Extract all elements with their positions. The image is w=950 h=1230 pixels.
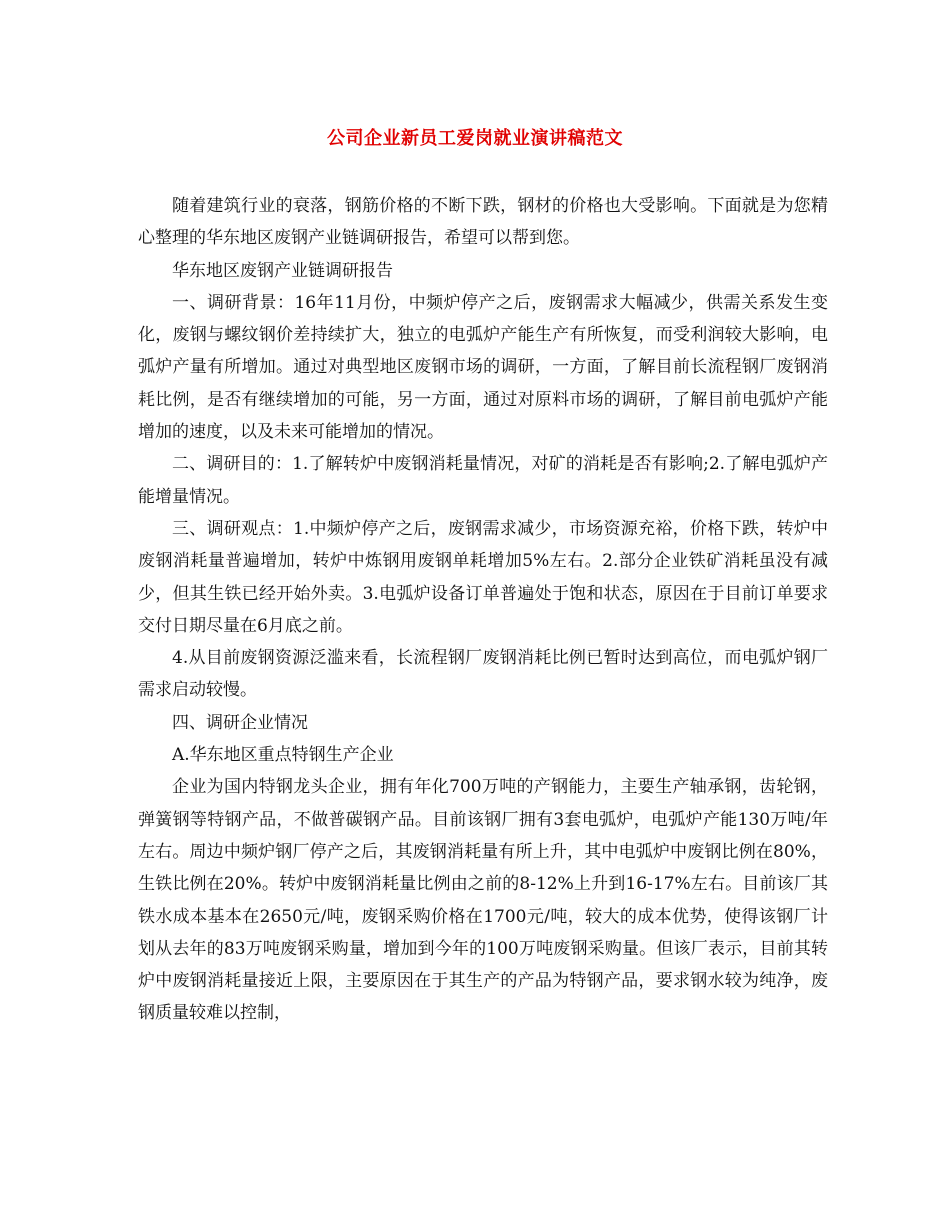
paragraph-report-heading: 华东地区废钢产业链调研报告 xyxy=(172,260,393,281)
paragraph-research-background: 一、调研背景：16年11月份，中频炉停产之后，废钢需求大幅减少，供需关系发生变化，废钢与螺纹钢价差持续扩大，独立的电弧炉产能生产有所恢复，而受利润较大影响，电弧炉产量有所增加。通过对典型地区废钢市场的调研，一方面，了解目前长流程钢厂废钢消耗比例，是否有继续增加的可能，另一方面，通过对原料市场的调研，了解目前电弧炉产能增加的速度，以及未来可能增加的情况。 xyxy=(138,292,828,443)
paragraph-view-four: 4.从目前废钢资源泛滥来看，长流程钢厂废钢消耗比例已暂时达到高位，而电弧炉钢厂需求启动较慢。 xyxy=(138,648,828,701)
paragraph-research-purpose: 二、调研目的：1.了解转炉中废钢消耗量情况，对矿的消耗是否有影响;2.了解电弧炉产能增量情况。 xyxy=(138,454,828,507)
document-title: 公司企业新员工爱岗就业演讲稿范文 xyxy=(327,128,623,149)
paragraph-enterprise-details: 企业为国内特钢龙头企业，拥有年化700万吨的产钢能力，主要生产轴承钢，齿轮钢，弹簧钢等特钢产品，不做普碳钢产品。目前该钢厂拥有3套电弧炉，电弧炉产能130万吨/年左右。周边中频炉钢厂停产之后，其废钢消耗量有所上升，其中电弧炉中废钢比例在80%，生铁比例在20%。转炉中废钢消耗量比例由之前的8-12%上升到16-17%左右。目前该厂其铁水成本基本在2650元/吨，废钢采购价格在1700元/吨，较大的成本优势，使得该钢厂计划从去年的83万吨废钢采购量，增加到今年的100万吨废钢采购量。但该厂表示，目前其转炉中废钢消耗量接近上限，主要原因在于其生产的产品为特钢产品，要求钢水较为纯净，废钢质量较难以控制， xyxy=(138,777,828,1024)
paragraph-enterprise-subheading: A.华东地区重点特钢生产企业 xyxy=(172,745,394,766)
paragraph-research-views: 三、调研观点：1.中频炉停产之后，废钢需求减少，市场资源充裕，价格下跌，转炉中废钢消耗量普遍增加，转炉中炼钢用废钢单耗增加5%左右。2.部分企业铁矿消耗虽没有减少，但其生铁已经开始外卖。3.电弧炉设备订单普遍处于饱和状态，原因在于目前订单要求交付日期尽量在6月底之前。 xyxy=(138,518,828,636)
paragraph-intro: 随着建筑行业的衰落，钢筋价格的不断下跌，钢材的价格也大受影响。下面就是为您精心整理的华东地区废钢产业链调研报告，希望可以帮到您。 xyxy=(138,196,828,249)
paragraph-enterprise-heading: 四、调研企业情况 xyxy=(172,712,308,733)
document-body xyxy=(138,190,828,1030)
